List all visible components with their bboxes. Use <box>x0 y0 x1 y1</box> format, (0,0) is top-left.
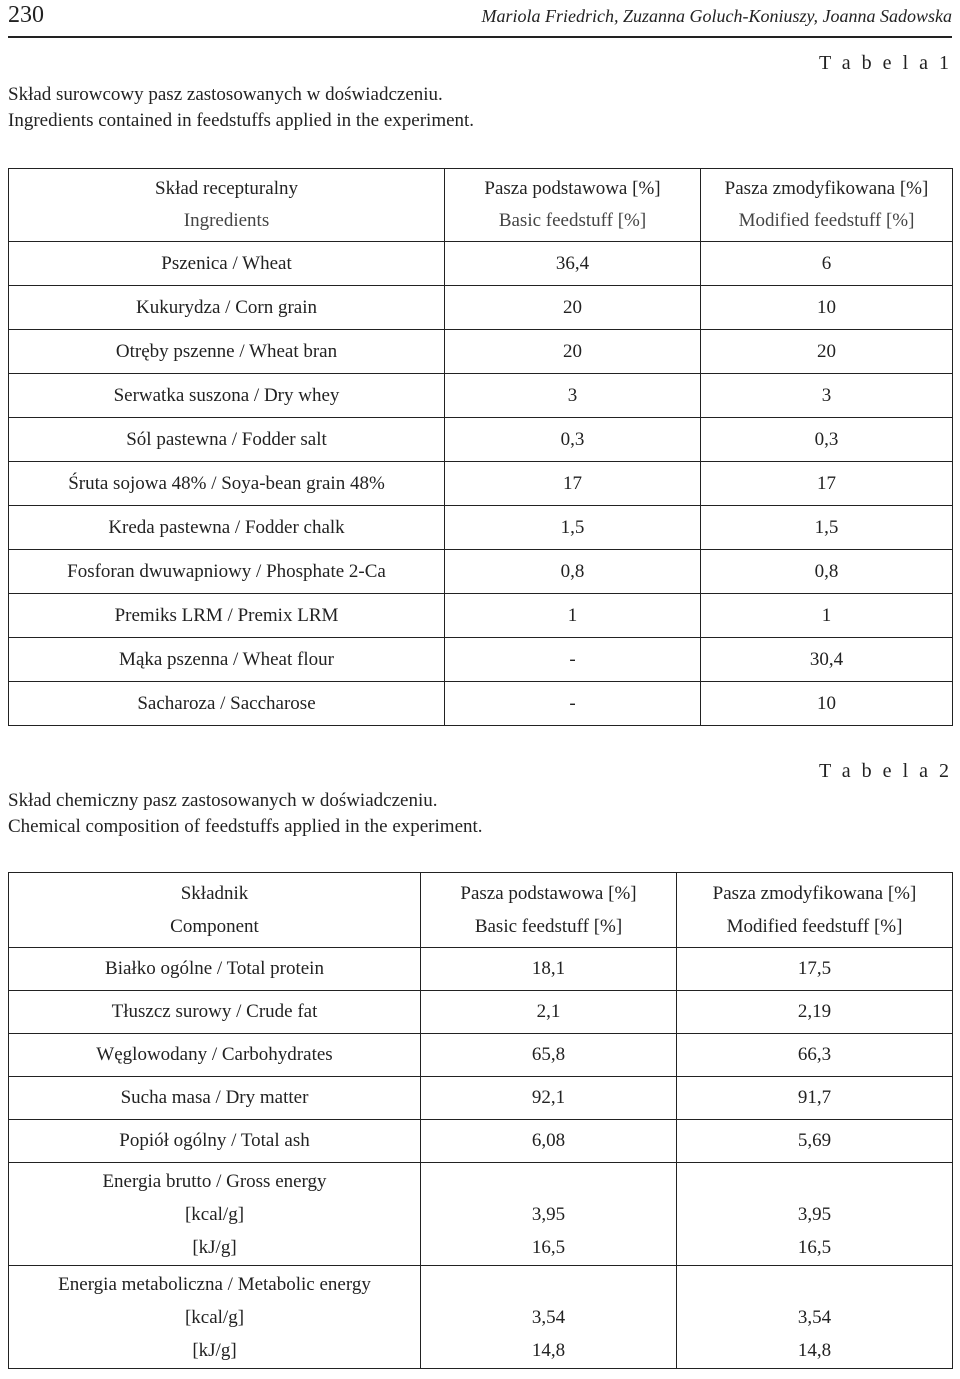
table2-col-component: Składnik Component <box>9 873 421 948</box>
table-row-energy-metabolic: Energia metaboliczna / Metabolic energy [kcal/g] [kJ/g] 3,54 14,8 3,54 14,8 <box>9 1266 953 1369</box>
table-row: Fosforan dwuwapniowy / Phosphate 2-Ca 0,8 0,8 <box>9 550 953 594</box>
table1-col-ingredients: Skład recepturalny Ingredients <box>9 169 445 242</box>
table1-label: T a b e l a 1 <box>818 52 952 74</box>
table1-caption <box>8 82 474 134</box>
table2-caption-pl: Skład chemiczny pasz zastosowanych w doświadczeniu. <box>8 790 438 811</box>
table-row: Tłuszcz surowy / Crude fat 2,1 2,19 <box>9 991 953 1034</box>
table-row: Sól pastewna / Fodder salt 0,3 0,3 <box>9 418 953 462</box>
table2-col-basic: Pasza podstawowa [%] Basic feedstuff [%] <box>421 873 677 948</box>
table-row: Sacharoza / Saccharose - 10 <box>9 682 953 726</box>
table2-label: T a b e l a 2 <box>818 760 952 782</box>
table-row: Popiół ogólny / Total ash 6,08 5,69 <box>9 1120 953 1163</box>
table-row-energy-gross: Energia brutto / Gross energy [kcal/g] [kJ/g] 3,95 16,5 3,95 16,5 <box>9 1163 953 1266</box>
table-row: Węglowodany / Carbohydrates 65,8 66,3 <box>9 1034 953 1077</box>
table1-header-row <box>9 169 953 242</box>
table-row: Śruta sojowa 48% / Soya-bean grain 48% 17 17 <box>9 462 953 506</box>
table-row: Mąka pszenna / Wheat flour - 30,4 <box>9 638 953 682</box>
table1-caption-en: Ingredients contained in feedstuffs applied in the experiment. <box>8 110 475 131</box>
table1-col-modified: Pasza zmodyfikowana [%] Modified feedstuff [%] <box>701 169 953 242</box>
table2-caption-en: Chemical composition of feedstuffs applied in the experiment. <box>8 816 483 837</box>
table2-chemical-composition <box>8 872 953 1369</box>
page-number: 230 <box>8 2 44 28</box>
table-row: Otręby pszenne / Wheat bran 20 20 <box>9 330 953 374</box>
table1-ingredients <box>8 168 953 726</box>
table-row: Kukurydza / Corn grain 20 10 <box>9 286 953 330</box>
table2-header-row <box>9 873 953 948</box>
table-row: Sucha masa / Dry matter 92,1 91,7 <box>9 1077 953 1120</box>
table2-col-modified: Pasza zmodyfikowana [%] Modified feedstuff [%] <box>677 873 953 948</box>
table-row: Białko ogólne / Total protein 18,1 17,5 <box>9 948 953 991</box>
running-head-authors: Mariola Friedrich, Zuzanna Goluch-Koniuszy, Joanna Sadowska <box>481 6 952 26</box>
table-row: Serwatka suszona / Dry whey 3 3 <box>9 374 953 418</box>
table-row: Kreda pastewna / Fodder chalk 1,5 1,5 <box>9 506 953 550</box>
table1-col-basic: Pasza podstawowa [%] Basic feedstuff [%] <box>445 169 701 242</box>
page-header <box>8 0 952 38</box>
table-row: Premiks LRM / Premix LRM 1 1 <box>9 594 953 638</box>
table-row: Pszenica / Wheat 36,4 6 <box>9 242 953 286</box>
table1-caption-pl: Skład surowcowy pasz zastosowanych w doświadczeniu. <box>8 84 443 105</box>
table2-caption <box>8 788 483 840</box>
